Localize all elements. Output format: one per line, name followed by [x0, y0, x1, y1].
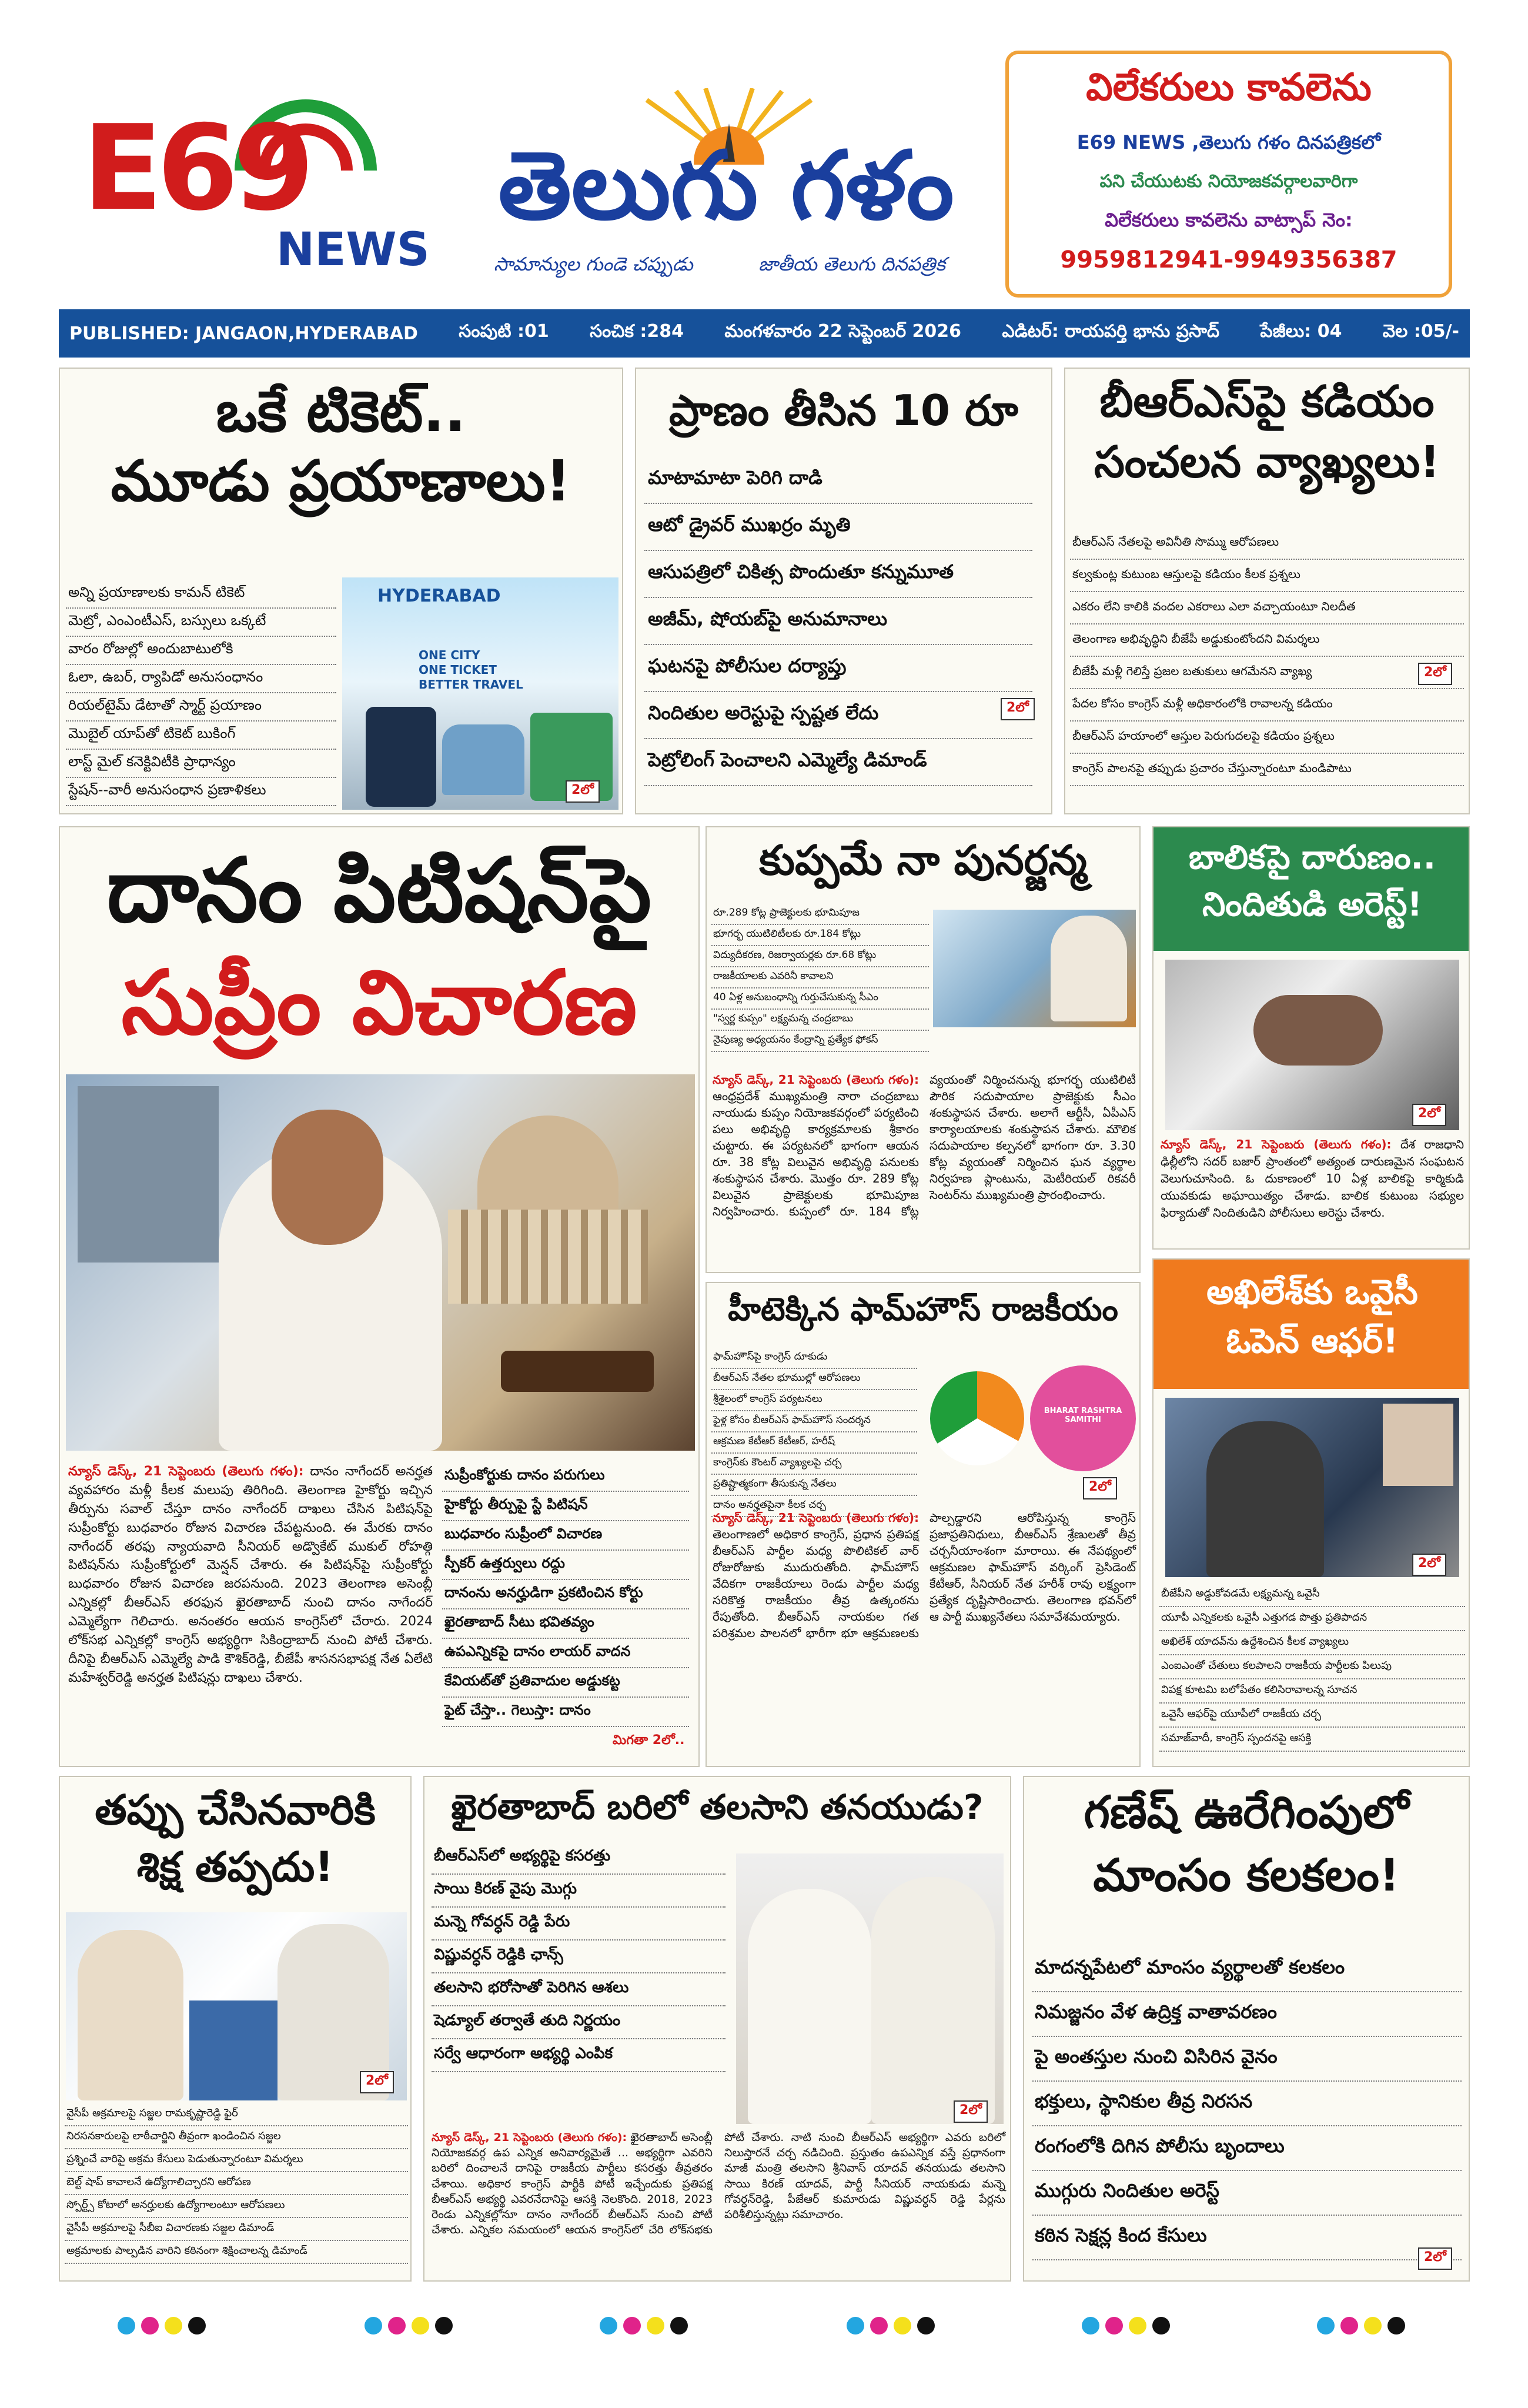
story-girl-body [1161, 1136, 1464, 1221]
issue-number: సంచిక :284 [590, 321, 684, 342]
story-point: యూపీ ఎన్నికలకు ఒవైసీ ఎత్తుగడ పొత్తు ప్రతిపాదన [1159, 1607, 1465, 1631]
registration-dot [435, 2317, 453, 2334]
story-point: విద్యుదీకరణ, రిజర్వాయర్లకు రూ.68 కోట్లు [711, 946, 929, 967]
registration-dot [1317, 2317, 1335, 2334]
story-point: నిందితుల అరెస్టుపై స్పష్టత లేదు [644, 692, 1032, 739]
ad-title: విలేకరులు కావలెను [1086, 66, 1372, 109]
story-kuppam-body [713, 1071, 1136, 1220]
person-right-shape [871, 1877, 995, 2124]
registration-dot [1152, 2317, 1170, 2334]
party-logos [924, 1354, 1136, 1495]
person-left-shape [748, 1889, 871, 2124]
continued-note: మిగతా 2లో.. [613, 1733, 685, 1748]
registration-dot [1105, 2317, 1123, 2334]
price: వెల :05/- [1382, 321, 1459, 342]
story-point: షెడ్యూల్ తర్వాతే తుది నిర్ణయం [432, 2006, 725, 2039]
registration-dot [623, 2317, 641, 2334]
story-common-ticket [59, 368, 623, 814]
continued-tag: 2లో [1412, 1104, 1446, 1126]
photo-slogan-3: BETTER TRAVEL [419, 677, 523, 692]
story-point: మాదన్నపేటలో మాంసం వ్యర్థాలతో కలకలం [1032, 1948, 1462, 1992]
story-point: అక్రమాలకు పాల్పడిన వారిని కఠినంగా శిక్షించాలన్న డిమాండ్ [65, 2241, 408, 2264]
registration-dot [1340, 2317, 1358, 2334]
registration-dot [412, 2317, 429, 2334]
story-ganesh-headline-2: మాంసం కలకలం! [1093, 1849, 1400, 1902]
story-point: సాయి కిరణ్ వైపు మొగ్గు [432, 1875, 725, 1908]
story-kuppam-headline: కుప్పమే నా పునర్జన్మ [759, 836, 1087, 884]
congress-hand-icon [930, 1371, 1024, 1465]
story-point: మన్నె గోవర్ధన్ రెడ్డి పేరు [432, 1908, 725, 1941]
story-point: పెట్రోలింగ్ పెంచాలని ఎమ్మెల్యే డిమాండ్ [644, 739, 1032, 786]
story-point: ఫామ్‌హౌస్‌పై కాంగ్రెస్ దూకుడు [711, 1348, 917, 1369]
story-kuppam [706, 826, 1141, 1273]
story-point: ప్రతిష్టాత్మకంగా తీసుకున్న నేతలు [711, 1475, 917, 1496]
story-point: భూగర్భ యుటిలిటీలకు రూ.184 కోట్లు [711, 925, 929, 946]
story-point: రియల్‌టైమ్ డేటాతో స్మార్ట్ ప్రయాణం [66, 693, 336, 722]
story-khairatabad [423, 1776, 1011, 2282]
registration-dot [647, 2317, 664, 2334]
story-point: ఆటో డ్రైవర్ ముఖర్రం మృతి [644, 504, 1032, 551]
story-point: లాస్ట్ మైల్ కనెక్టివిటీకి ప్రాధాన్యం [66, 750, 336, 778]
politicians-photo [66, 1912, 407, 2100]
story-point: ఘటనపై పోలీసుల దర్యాప్తు [644, 645, 1032, 692]
metro-bus-photo [342, 577, 618, 810]
e69-logo [82, 88, 435, 282]
photo-slogan-2: ONE TICKET [419, 663, 497, 677]
story-owaisi-headline-2: ఓపెన్ ఆఫర్! [1226, 1320, 1399, 1361]
registration-dot [870, 2317, 888, 2334]
registration-dot [388, 2317, 406, 2334]
inset-photo-shape [78, 1086, 219, 1263]
registration-dot [600, 2317, 617, 2334]
story-point: శ్రీశైలంలో కాంగ్రెస్ పర్యటనలు [711, 1390, 917, 1411]
story-point: తలసాని భరోసాతో పెరిగిన ఆశలు [432, 1973, 725, 2006]
story-point: సమాజ్‌వాదీ, కాంగ్రెస్ స్పందనపై ఆసక్తి [1159, 1728, 1465, 1752]
person-left-shape [78, 1930, 183, 2100]
registration-dot [165, 2317, 182, 2334]
volume-number: సంపుటి :01 [459, 321, 549, 342]
story-owaisi-headline-1: అఖిలేశ్‌కు ఒవైసీ [1206, 1272, 1418, 1312]
story-bullet: ఉపఎన్నికపై దానం లాయర్ వాదన [442, 1639, 689, 1668]
story-point: ఆసుపత్రిలో చికిత్స పొందుతూ కన్నుమూత [644, 551, 1032, 598]
brs-car-icon [1030, 1365, 1136, 1471]
story-point: స్పోర్ట్స్ కోటాలో అనర్హులకు ఉద్యోగాలంటూ ఆరోపణలు [65, 2195, 408, 2218]
registration-dot [141, 2317, 159, 2334]
story-point: విపక్ష కూటమి బలోపేతం కలిసిరావాలన్న సూచన [1159, 1679, 1465, 1704]
story-sajjala-points [65, 2103, 408, 2264]
page-count: పేజీలు: 04 [1260, 321, 1342, 342]
registration-dot [1129, 2317, 1146, 2334]
phone-shape [366, 707, 436, 807]
story-common-ticket-points [66, 580, 336, 806]
metro-train-shape [442, 724, 524, 795]
e69-logo-text: E69 [82, 100, 309, 237]
story-point: నైపుణ్య అధ్యయనం కేంద్రాన్ని ప్రత్యేక ఫోకస్ [711, 1031, 929, 1052]
story-owaisi-headline-band [1153, 1260, 1470, 1389]
story-kuppam-points [711, 904, 929, 1052]
person-center-shape [189, 2000, 277, 2100]
story-point: మాటామాటా పెరిగి దాడి [644, 457, 1032, 504]
story-ganesh-points [1032, 1948, 1462, 2260]
story-point: నిరసనకారులపై లాఠీచార్జిని తీవ్రంగా ఖండించిన సజ్జల [65, 2126, 408, 2149]
registration-dot [188, 2317, 206, 2334]
story-sajjala-headline-1: తప్పు చేసినవారికి [95, 1786, 376, 1834]
story-kadiyam [1064, 368, 1470, 814]
story-point: ఓలా, ఉబర్, ర్యాపిడో అనుసంధానం [66, 665, 336, 693]
continued-tag: 2లో [1412, 1554, 1446, 1576]
story-point: బీఆర్ఎస్ నేతలపై అవినీతి సొమ్ము ఆరోపణలు [1070, 527, 1464, 560]
story-dateline: న్యూస్ డెస్క్, 21 సెప్టెంబరు (తెలుగు గళం): [713, 1073, 919, 1087]
ad-line-2: పని చేయుటకు నియోజకవర్గాలవారిగా [1099, 171, 1358, 192]
story-girl-headline-band [1153, 827, 1470, 951]
continued-tag: 2లో [1418, 2247, 1452, 2270]
story-dateline: న్యూస్ డెస్క్, 21 సెప్టెంబరు (తెలుగు గళం): [1161, 1137, 1392, 1151]
story-bullet: ఖైరతాబాద్ సీటు భవితవ్యం [442, 1609, 689, 1639]
story-danam-headline-2: సుప్రీం విచారణ [121, 951, 637, 1054]
issue-date: మంగళవారం 22 సెప్టెంబర్ 2026 [724, 321, 962, 342]
cm-portrait-shape [1051, 916, 1127, 1021]
photo-city-label: HYDERABAD [377, 586, 501, 606]
story-point: భక్తులు, స్థానికుల తీవ్ర నిరసన [1032, 2082, 1462, 2126]
owaisi-akhilesh-photo [1165, 1398, 1459, 1577]
story-bullet: దానంను అనర్హుడిగా ప్రకటించిన కోర్టు [442, 1580, 689, 1609]
registration-dot [1387, 2317, 1405, 2334]
ad-phone: 9959812941-9949356387 [1060, 246, 1397, 273]
story-danam-bullets [442, 1462, 689, 1727]
reporters-wanted-ad [1005, 51, 1452, 298]
story-dateline: న్యూస్ డెస్క్, 21 సెప్టెంబరు (తెలుగు గళం): [713, 1511, 919, 1525]
e69-news-text: NEWS [276, 223, 430, 276]
story-point: వైసీపీ అక్రమాలపై సీబీఐ విచారణకు సజ్జల డిమాండ్ [65, 2218, 408, 2241]
hand-shape [1253, 995, 1383, 1066]
story-sajjala [59, 1776, 412, 2282]
editor-name: ఎడిటర్: రాయపర్తి భాను ప్రసాద్ [1002, 321, 1220, 342]
story-point: ఎకరం లేని కాలికి వందల ఎకరాలు ఎలా వచ్చాయంటూ నిలదీత [1070, 592, 1464, 624]
story-point: కాంగ్రెస్‌కు కౌంటర్ వ్యాఖ్యలపై చర్చ [711, 1454, 917, 1475]
continued-tag: 2లో [1418, 663, 1452, 685]
story-point: సర్వే ఆధారంగా అభ్యర్థి ఎంపిక [432, 2039, 725, 2072]
story-point: దానం అనర్హతపైనా కీలక చర్చ [711, 1496, 917, 1517]
story-bullet: హైకోర్టు తీర్పుపై స్టే పిటిషన్ [442, 1492, 689, 1521]
story-point: అన్ని ప్రయాణాలకు కామన్ టికెట్ [66, 580, 336, 609]
registration-dot [670, 2317, 688, 2334]
registration-dot [894, 2317, 911, 2334]
story-point: కాంగ్రెస్ పాలనపై తప్పుడు ప్రచారం చేస్తున్నారంటూ మండిపాటు [1070, 754, 1464, 786]
tagline-left: సామాన్యుల గుండె చప్పుడు [494, 253, 693, 275]
story-body-text: తెలంగాణలో అధికార కాంగ్రెస్, ప్రధాన ప్రతిపక్ష బీఆర్ఎస్ పార్టీల మధ్య పొలిటికల్ వార్ రోజురోజుకు ముదురుతోంది. ఫామ్‌హౌస్ వేదికగా రాజకీయాలు రెండు పార్టీల మధ్య సరికొత్త రాజకీయం తీవ్ర ఉత్కంఠను రేపుతోంది. బీఆర్ఎస్ నాయకుల గత పరిశ్రమల పాలనలో భారీగా భూ ఆక్రమణలకు పాల్పడ్డారని ఆరోపిస్తున్న కాంగ్రెస్ ప్రజాప్రతినిధులు, బీఆర్ఎస్ శ్రేణులతో తీవ్ర చర్చనీయాంశంగా మారాయి. ఈ నేపథ్యంలో ఆక్రమణల ఫామ్‌హౌస్ వర్కింగ్ ప్రెసిడెంట్ కేటీఆర్, సీనియర్ నేత హరీశ్ రావు లక్ష్యంగా ప్రత్యేక దృష్టిసారించారు. తెలంగాణ భవన్‌లో ఆ పార్టీ ముఖ్యనేతలు సమావేశమయ్యారు. [713, 1511, 1136, 1640]
story-owaisi-offer [1152, 1258, 1470, 1767]
story-point: మొబైల్ యాప్‌తో టికెట్ బుకింగ్ [66, 722, 336, 750]
speaker-shape [1206, 1421, 1324, 1577]
continued-tag: 2లో [360, 2071, 394, 2093]
story-danam-body [68, 1462, 433, 1688]
story-point: కల్వకుంట్ల కుటుంబ ఆస్తులపై కడియం కీలక ప్రశ్నలు [1070, 560, 1464, 592]
story-girl-assault [1152, 826, 1470, 1250]
paper-title: తెలుగు గళం [498, 131, 954, 241]
story-dateline: న్యూస్ డెస్క్, 21 సెప్టెంబరు (తెలుగు గళం): [68, 1464, 304, 1479]
registration-dot [118, 2317, 135, 2334]
story-point: నిమజ్జనం వేళ ఉద్రిక్త వాతావరణం [1032, 1992, 1462, 2037]
story-girl-headline-1: బాలికపై దారుణం.. [1188, 839, 1436, 877]
story-girl-headline-2: నిందితుడి అరెస్ట్! [1202, 886, 1422, 924]
info-bar [59, 309, 1470, 358]
story-body-text: దానం నాగేందర్ అనర్హత వ్యవహారం మళ్లీ కీలక మలుపు తిరిగింది. తెలంగాణ హైకోర్టు ఇచ్చిన తీర్పును సవాల్ చేస్తూ దానం నాగేందర్ దాఖలు చేసిన పిటిషన్‌పై సుప్రీంకోర్టు బుధవారం రోజున విచారణ చేపట్టనుంది. ఈ మేరకు దానం నాగేందర్ తరఫు న్యాయవాది సీనియర్ అడ్వొకేట్ ముకుల్ రోహత్గి పిటిషన్‌ను సుప్రీంకోర్టులో మెన్షన్ చేశారు. ఈ పిటిషన్‌పై సుప్రీంకోర్టు బుధవారం రోజున విచారణ జరపనుంది. 2023 తెలంగాణ అసెంబ్లీ ఎన్నికల్లో బీఆర్ఎస్ తరఫున ఖైరతాబాద్ నుంచి దానం నాగేందర్ ఎమ్మెల్యేగా గెలిచారు. అనంతరం ఆయన కాంగ్రెస్‌లో చేరారు. 2024 లోక్‌సభ ఎన్నికల్లో కాంగ్రెస్ అభ్యర్థిగా సికింద్రాబాద్ నుంచి పోటీ చేశారు. దీనిపై బీఆర్ఎస్ ఎమ్మెల్యే పాడి కౌశిక్‌రెడ్డి, బీజేపీ శాసనసభాపక్ష నేత ఏలేటి మహేశ్వర్‌రెడ్డి అనర్హత పిటిషన్లు దాఖలు చేశారు. [68, 1464, 433, 1685]
story-bullet: ఫైట్ చేస్తా.. గెలుస్తా: దానం [442, 1698, 689, 1727]
story-point: తెలంగాణ అభివృద్ధిని బీజేపీ అడ్డుకుంటోందని విమర్శలు [1070, 624, 1464, 657]
talasani-photo [736, 1853, 1004, 2124]
story-bullet: సుప్రీంకోర్టుకు దానం పరుగులు [442, 1462, 689, 1492]
tagline-right: జాతీయ తెలుగు దినపత్రిక [758, 253, 945, 275]
story-point: స్టేషన్--వారీ అనుసంధాన ప్రణాళికలు [66, 778, 336, 806]
story-body-text: ఆంధ్రప్రదేశ్ ముఖ్యమంత్రి నారా చంద్రబాబు నాయుడు కుప్పం నియోజకవర్గంలో పర్యటించి పలు అభివృద్ధి కార్యక్రమాలకు శ్రీకారం చుట్టారు. ఈ పర్యటనలో భాగంగా ఆయన రూ. 38 కోట్ల విలువైన అభివృద్ధి పనులకు శంకుస్థాపన చేశారు. మొత్తం రూ. 289 కోట్ల విలువైన ప్రాజెక్టులకు భూమిపూజ నిర్వహించారు. కుప్పంలో రూ. 184 కోట్ల వ్యయంతో నిర్మించనున్న భూగర్భ యుటిలిటీ పౌరిక సదుపాయాల ప్రాజెక్టుకు సీఎం శంకుస్థాపన చేశారు. అలాగే ఆర్టీసీ, ఏపీఎస్ కార్యాలయాలకు శంకుస్థాపన చేశారు. మౌలిక సదుపాయాల కల్పనలో భాగంగా రూ. 3.30 కోట్ల వ్యయంతో నిర్మించిన ఘన వ్యర్థాల నిర్వహణ ప్లాంటును, మెటీరియల్ రికవరీ సెంటర్‌ను ముఖ్యమంత్రి ప్రారంభించారు. [713, 1073, 1136, 1218]
continued-tag: 2లో [954, 2100, 988, 2123]
story-point: పేదల కోసం కాంగ్రెస్ మళ్లీ అధికారంలోకి రావాలన్న కడియం [1070, 689, 1464, 722]
ad-line-3: విలేకరులు కావలెను వాట్సాప్ నెం: [1105, 209, 1353, 231]
story-farmhouse-body [713, 1509, 1136, 1641]
story-point: కఠిన సెక్షన్ల కింద కేసులు [1032, 2216, 1462, 2260]
continued-tag: 2లో [1001, 698, 1035, 720]
story-sajjala-headline-2: శిక్ష తప్పదు! [136, 1842, 334, 1891]
story-point: బెల్ట్ షాప్ కావాలనే ఉద్యోగాలిచ్చారని ఆరోపణ [65, 2172, 408, 2195]
story-point: "స్వర్ణ కుప్పం" లక్ష్యమన్న చంద్రబాబు [711, 1010, 929, 1031]
story-ganesh-procession [1023, 1776, 1470, 2282]
story-point: బీఆర్ఎస్ హయాంలో ఆస్తుల పెరుగుదలపై కడియం ప్రశ్నలు [1070, 722, 1464, 754]
registration-dot [365, 2317, 382, 2334]
story-khairatabad-headline: ఖైరతాబాద్ బరిలో తలసాని తనయుడు? [451, 1787, 984, 1827]
story-point: రంగంలోకి దిగిన పోలీసు బృందాలు [1032, 2126, 1462, 2171]
story-point: ఫైళ్ల కోసం బీఆర్ఎస్ ఫామ్‌హౌస్ సందర్శన [711, 1411, 917, 1432]
story-bullet: స్పీకర్ ఉత్తర్వులు రద్దు [442, 1551, 689, 1580]
story-point: ముగ్గురు నిందితుల అరెస్ట్ [1032, 2171, 1462, 2216]
court-columns-shape [448, 1210, 648, 1304]
story-point: మెట్రో, ఎంఎంటీఎస్, బస్సులు ఒక్కటే [66, 609, 336, 637]
story-body-text: దేశ రాజధాని ఢిల్లీలోని సదర్ బజార్ ప్రాంతంలో అత్యంత దారుణమైన సంఘటన వెలుగుచూసింది. ఓ దుకాణంలో 10 ఏళ్ల బాలికపై కార్మికుడి యువకుడు అఘాయిత్యం చేశాడు. బాలిక కుటుంబ సభ్యుల ఫిర్యాదుతో నిందితుడిని పోలీసులు అరెస్టు చేశారు. [1161, 1137, 1465, 1220]
story-point: అఖిలేశ్ యాదవ్‌ను ఉద్దేశించిన కీలక వ్యాఖ్యలు [1159, 1631, 1465, 1655]
gavel-shape [501, 1351, 654, 1392]
story-ten-rupees-points [644, 457, 1032, 786]
story-farmhouse [706, 1282, 1141, 1767]
story-common-ticket-headline-1: ఒకే టికెట్.. [216, 379, 466, 445]
person-face-shape [272, 1110, 383, 1245]
story-khairatabad-points [432, 1842, 725, 2072]
story-point: ఆక్రమణ కేటీఆర్ కేటీఆర్, హరీష్ [711, 1432, 917, 1454]
story-point: రూ.289 కోట్ల ప్రాజెక్టులకు భూమిపూజ [711, 904, 929, 925]
story-ten-rupees [635, 368, 1052, 814]
story-point: ప్రశ్నించే వారిపై అక్రమ కేసులు పెడుతున్నారంటూ విమర్శలు [65, 2149, 408, 2172]
court-dome-shape [477, 1116, 618, 1210]
story-point: 40 ఏళ్ల అనుబంధాన్ని గుర్తుచేసుకున్న సీఎం [711, 988, 929, 1010]
story-kadiyam-headline-2: సంచలన వ్యాఖ్యలు! [1094, 437, 1440, 488]
registration-dot [917, 2317, 935, 2334]
masthead [0, 0, 1528, 306]
story-point: బీఆర్ఎస్‌లో అభ్యర్థిపై కసరత్తు [432, 1842, 725, 1875]
ad-line-1: E69 NEWS ,తెలుగు గళం దినపత్రికలో [1076, 131, 1381, 153]
continued-tag: 2లో [1083, 1477, 1117, 1499]
registration-dot [1082, 2317, 1099, 2334]
story-point: ఎంఐఎంతో చేతులు కలపాలని రాజకీయ పార్టీలకు పిలుపు [1159, 1655, 1465, 1679]
story-point: రాజకీయాలకు ఎవరినీ కావాలని [711, 967, 929, 988]
registration-dot [1364, 2317, 1382, 2334]
story-point: అజీమ్, షోయబ్‌పై అనుమానాలు [644, 598, 1032, 645]
inset-portrait-shape [1383, 1404, 1453, 1486]
danam-supreme-court-photo [66, 1074, 695, 1451]
story-common-ticket-headline-2: మూడు ప్రయాణాలు! [111, 448, 571, 515]
paper-title-block [482, 88, 970, 288]
story-ganesh-headline-1: గణేష్ ఊరేగింపులో [1084, 1786, 1409, 1838]
brs-logo-text: BHARAT RASHTRA SAMITHI [1044, 1407, 1122, 1424]
published-location: PUBLISHED: JANGAON,HYDERABAD [69, 323, 418, 344]
story-danam-headline-1: దానం పిటిషన్‌పై [106, 840, 652, 942]
registration-dot [847, 2317, 864, 2334]
cm-event-photo [933, 910, 1136, 1027]
story-ten-rupees-headline: ప్రాణం తీసిన 10 రూ [669, 386, 1018, 435]
story-point: బీజేపీని అడ్డుకోవడమే లక్ష్యమన్న ఒవైసీ [1159, 1583, 1465, 1607]
photo-slogan-1: ONE CITY [419, 648, 480, 662]
continued-tag: 2లో [566, 780, 600, 803]
story-body-text: ఖైరతాబాద్ అసెంబ్లీ నియోజకవర్గ ఉప ఎన్నిక అనివార్యమైతే ... అభ్యర్థిగా ఎవరిని బరిలో దించాలనే దానిపై రాజకీయ పార్టీలు కసరత్తు తీవ్రతరం చేశాయి. అధికార కాంగ్రెస్ పార్టీకి పోటీ ఇచ్చేందుకు ప్రతిపక్ష బీఆర్ఎస్ అభ్యర్థి ఎవరనేదానిపై ఆసక్తి నెలకొంది. 2018, 2023 రెండు ఎన్నికల్లోనూ దానం నాగేందర్ బీఆర్ఎస్ నుంచి పోటీ చేశారు. ఎన్నికల సమయంలో ఆయన కాంగ్రెస్‌లో చేరి లోక్‌సభకు పోటీ చేశారు. నాటి నుంచి బీఆర్ఎస్ అభ్యర్థిగా ఎవరు బరిలో నిలుస్తారనే చర్చ నడిచింది. ప్రస్తుతం ఉపఎన్నిక వస్తే ప్రధానంగా మాజీ మంత్రి తలసాని శ్రీనివాస్ యాదవ్ తనయుడు తలసాని సాయి కిరణ్ యాదవ్, పార్టీ సీనియర్ నాయకుడు మన్నె గోవర్ధన్‌రెడ్డి, పీజేఆర్ కుమారుడు విష్ణువర్ధన్ రెడ్డి పేర్లను పరిశీలిస్తున్నట్లు సమాచారం. [432, 2131, 1005, 2237]
story-point: పై అంతస్తుల నుంచి విసిరిన వైనం [1032, 2037, 1462, 2082]
story-bullet: కేవియట్‌తో ప్రతివాదుల అడ్డుకట్ట [442, 1668, 689, 1698]
story-danam-petition [59, 826, 700, 1767]
story-point: విష్ణువర్ధన్ రెడ్డికి ఛాన్స్ [432, 1941, 725, 1973]
story-farmhouse-points [711, 1348, 917, 1517]
story-point: బీజేపీ మళ్లీ గెలిస్తే ప్రజల బతుకులు ఆగమేనని వ్యాఖ్య [1070, 657, 1464, 689]
story-point: బీఆర్ఎస్ నేతల భూముల్లో ఆరోపణలు [711, 1369, 917, 1390]
story-kadiyam-points [1070, 527, 1464, 786]
story-farmhouse-headline: హీటెక్కిన ఫామ్‌హౌస్ రాజకీయం [728, 1291, 1118, 1328]
story-point: ఒవైసీ ఆఫర్‌పై యూపీలో రాజకీయ చర్చ [1159, 1704, 1465, 1728]
story-bullet: బుధవారం సుప్రీంలో విచారణ [442, 1521, 689, 1551]
story-owaisi-points [1159, 1583, 1465, 1752]
story-khairatabad-body [432, 2130, 1005, 2238]
story-kadiyam-headline-1: బీఆర్ఎస్‌పై కడియం [1099, 376, 1435, 427]
story-point: వైసీపీ అక్రమాలపై సజ్జల రామకృష్ణారెడ్డి ఫైర్ [65, 2103, 408, 2126]
story-point: వారం రోజుల్లో అందుబాటులోకి [66, 637, 336, 665]
story-dateline: న్యూస్ డెస్క్, 21 సెప్టెంబరు (తెలుగు గళం): [432, 2131, 627, 2144]
print-registration-marks [0, 2317, 1528, 2352]
